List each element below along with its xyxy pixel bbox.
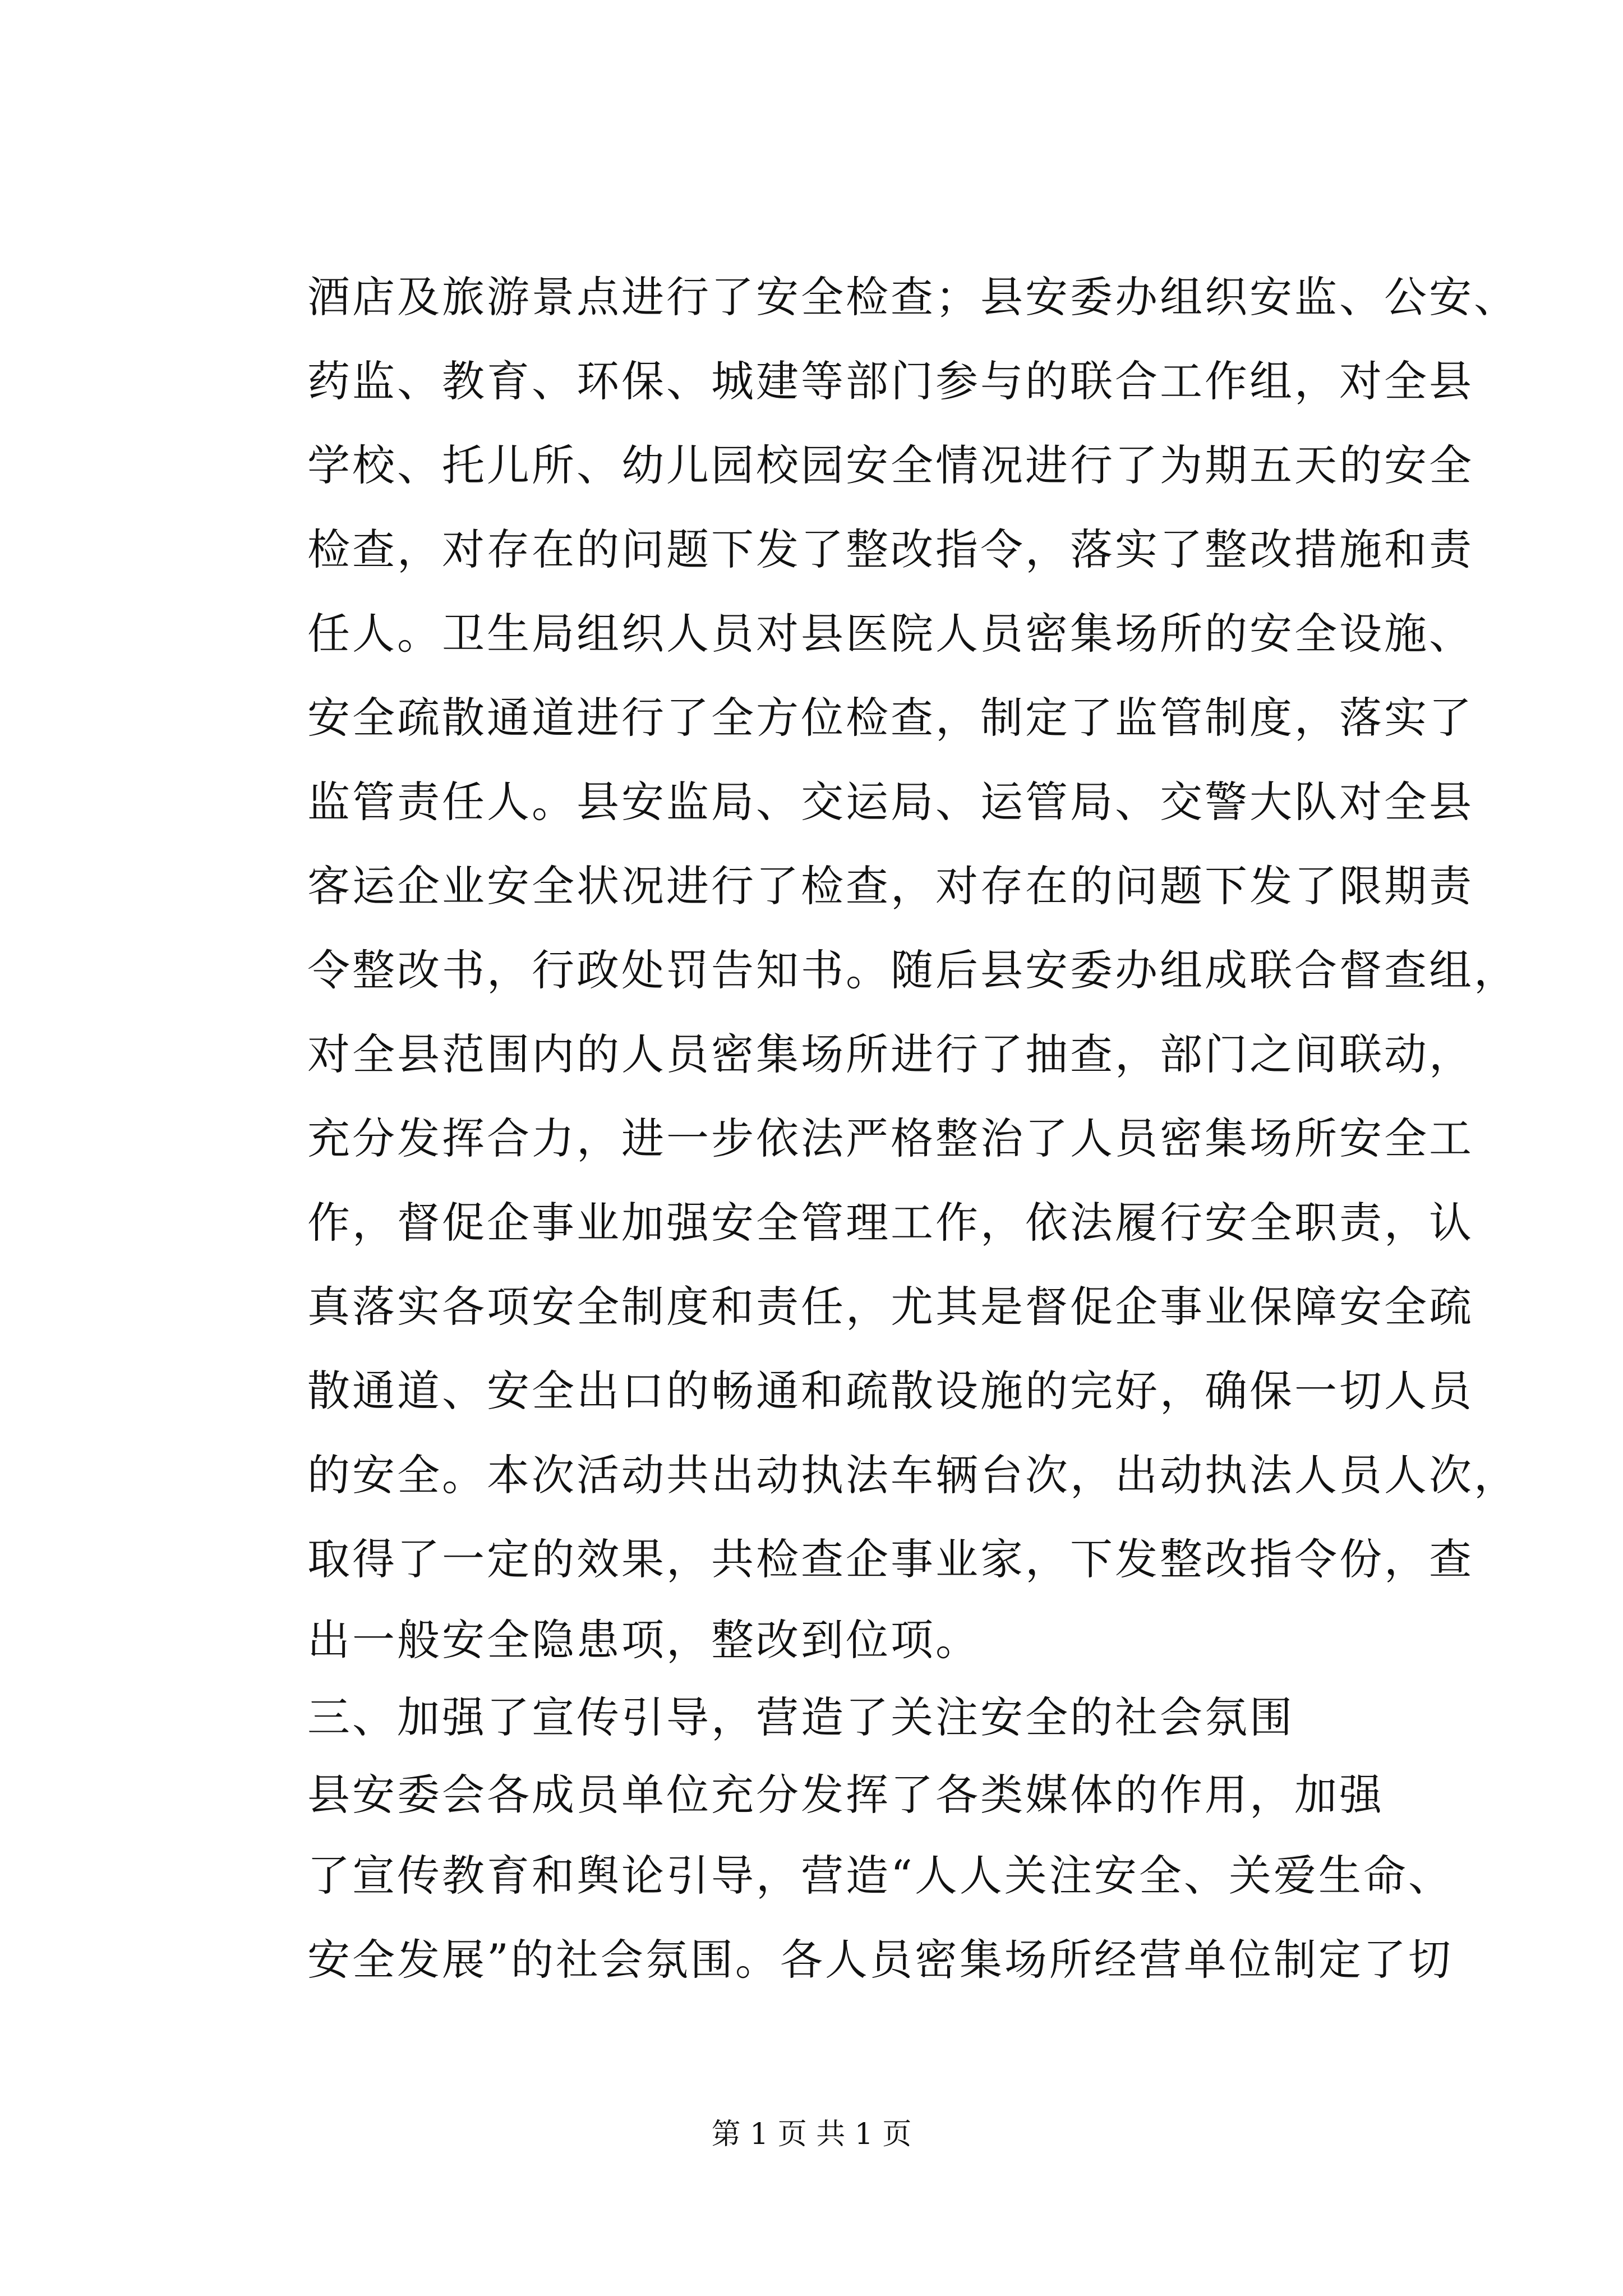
text-line: 了宣传教育和舆论引导，营造“人人关注安全、关爱生命、 (307, 1851, 1453, 1901)
text-line: 任人。卫生局组织人员对县医院人员密集场所的安全设施、 (307, 609, 1474, 659)
text-line: 监管责任人。县安监局、交运局、运管局、交警大队对全县 (307, 777, 1474, 827)
text-line: 县安委会各成员单位充分发挥了各类媒体的作用，加强 (307, 1770, 1384, 1820)
text-line: 出一般安全隐患项，整改到位项。 (307, 1615, 980, 1665)
text-line: 的安全。本次活动共出动执法车辆台次，出动执法人员人次， (307, 1450, 1519, 1500)
text-line: 客运企业安全状况进行了检查，对存在的问题下发了限期责 (307, 861, 1474, 911)
text-line: 对全县范围内的人员密集场所进行了抽查，部门之间联动， (307, 1029, 1474, 1079)
text-line: 药监、教育、环保、城建等部门参与的联合工作组，对全县 (307, 356, 1474, 406)
text-line: 学校、托儿所、幼儿园校园安全情况进行了为期五天的安全 (307, 440, 1474, 490)
text-line: 安全疏散通道进行了全方位检查，制定了监管制度，落实了 (307, 693, 1474, 743)
section-heading: 三、加强了宣传引导，营造了关注安全的社会氛围 (307, 1692, 1294, 1742)
text-line: 令整改书，行政处罚告知书。随后县安委办组成联合督查组， (307, 945, 1519, 995)
text-line: 充分发挥合力，进一步依法严格整治了人员密集场所安全工 (307, 1114, 1474, 1163)
text-line: 取得了一定的效果，共检查企事业家，下发整改指令份，查 (307, 1534, 1474, 1584)
text-line: 检查，对存在的问题下发了整改指令，落实了整改措施和责 (307, 524, 1474, 574)
document-body (307, 255, 1519, 2002)
text-line: 真落实各项安全制度和责任，尤其是督促企事业保障安全疏 (307, 1282, 1474, 1332)
text-line: 酒店及旅游景点进行了安全检查；县安委办组织安监、公安、 (307, 272, 1519, 322)
text-line: 安全发展”的社会氛围。各人员密集场所经营单位制定了切 (307, 1935, 1453, 1985)
text-line: 散通道、安全出口的畅通和疏散设施的完好，确保一切人员 (307, 1366, 1474, 1416)
text-line: 作，督促企事业加强安全管理工作，依法履行安全职责，认 (307, 1198, 1474, 1248)
page-footer: 第 1 页 共 1 页 (711, 2118, 912, 2151)
